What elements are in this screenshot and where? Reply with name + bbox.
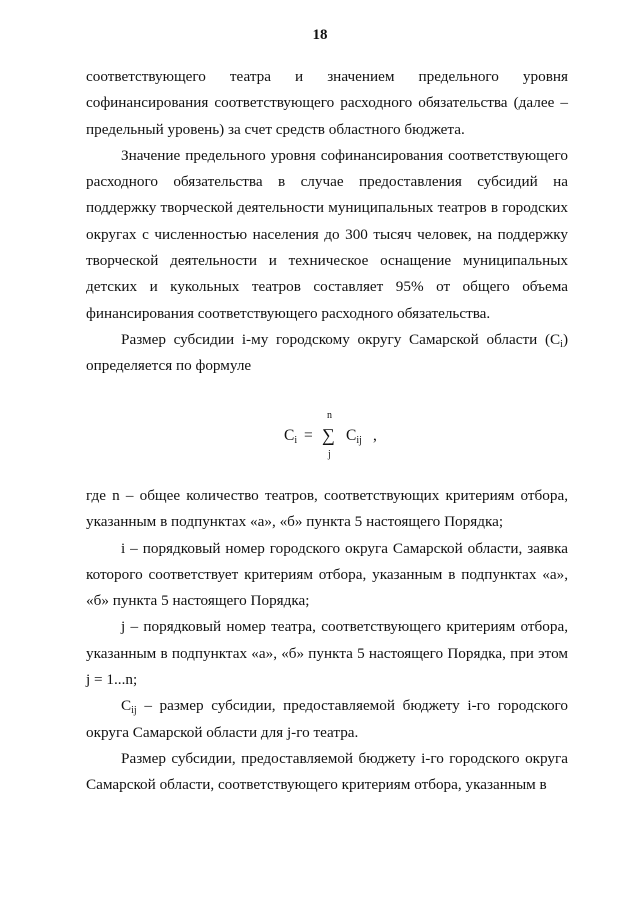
definition-cij: $C_{ij}$ – размер субсидии, предоставляемой бюджету i-го городского округа Самарской области для j-го театра. [86, 697, 568, 741]
paragraph [86, 327, 568, 380]
paragraph: соответствующего театра и значением предельного уровня софинансирования соответствующего расходного обязательства (далее – предельный уровень) за счет средств областного бюджета. [86, 68, 568, 138]
final-paragraph: Размер субсидии, предоставляемой бюджету i-го городского округа Самарской области, соответствующего критериям отбора, указанным в [86, 749, 568, 794]
paragraph-text: ) определяется по формуле [86, 330, 568, 375]
formula-term: $C_{ij}$ [346, 427, 362, 446]
definition-i: i – порядковый номер городского округа Самарской области, заявка которого соответствует критериям отбора, указанным в подпунктах «а», «б» пункта 5 настоящего Порядка; [86, 539, 568, 610]
formula-upper-limit: n [327, 410, 332, 421]
formula-lower-limit: j [328, 449, 331, 460]
formula-equals: = [304, 427, 313, 444]
paragraph: Значение предельного уровня софинансирования соответствующего расходного обязательства в случае предоставления субсидий на поддержку творческой деятельности муниципальных театров в городских округах с численностью населения до 300 тысяч человек, на поддержку творческой деятельности и техническое оснащение муниципальных детских и кукольных театров составляет 95% от общего объема финансирования соответствующего расходного обязательства. [86, 146, 568, 322]
page-number: 18 [312, 27, 328, 43]
definition-j: j – порядковый номер театра, соответствующего критериям отбора, указанным в подпунктах «а», «б» пункта 5 настоящего Порядка, при этом j = 1...n; [86, 618, 568, 689]
sum-formula [0, 408, 640, 464]
formula-trailing: , [373, 427, 377, 444]
subscript: i [560, 338, 563, 350]
formula-lhs: $C_i$ [284, 427, 298, 446]
sum-symbol: ∑ [322, 425, 335, 445]
paragraph-text: Размер субсидии i-му городскому округу Самарской области (C [121, 330, 561, 348]
definition-n: где n – общее количество театров, соответствующих критериям отбора, указанным в подпунктах «а», «б» пункта 5 настоящего Порядка; [86, 487, 568, 531]
definitions [86, 483, 568, 799]
body-text [86, 64, 568, 380]
